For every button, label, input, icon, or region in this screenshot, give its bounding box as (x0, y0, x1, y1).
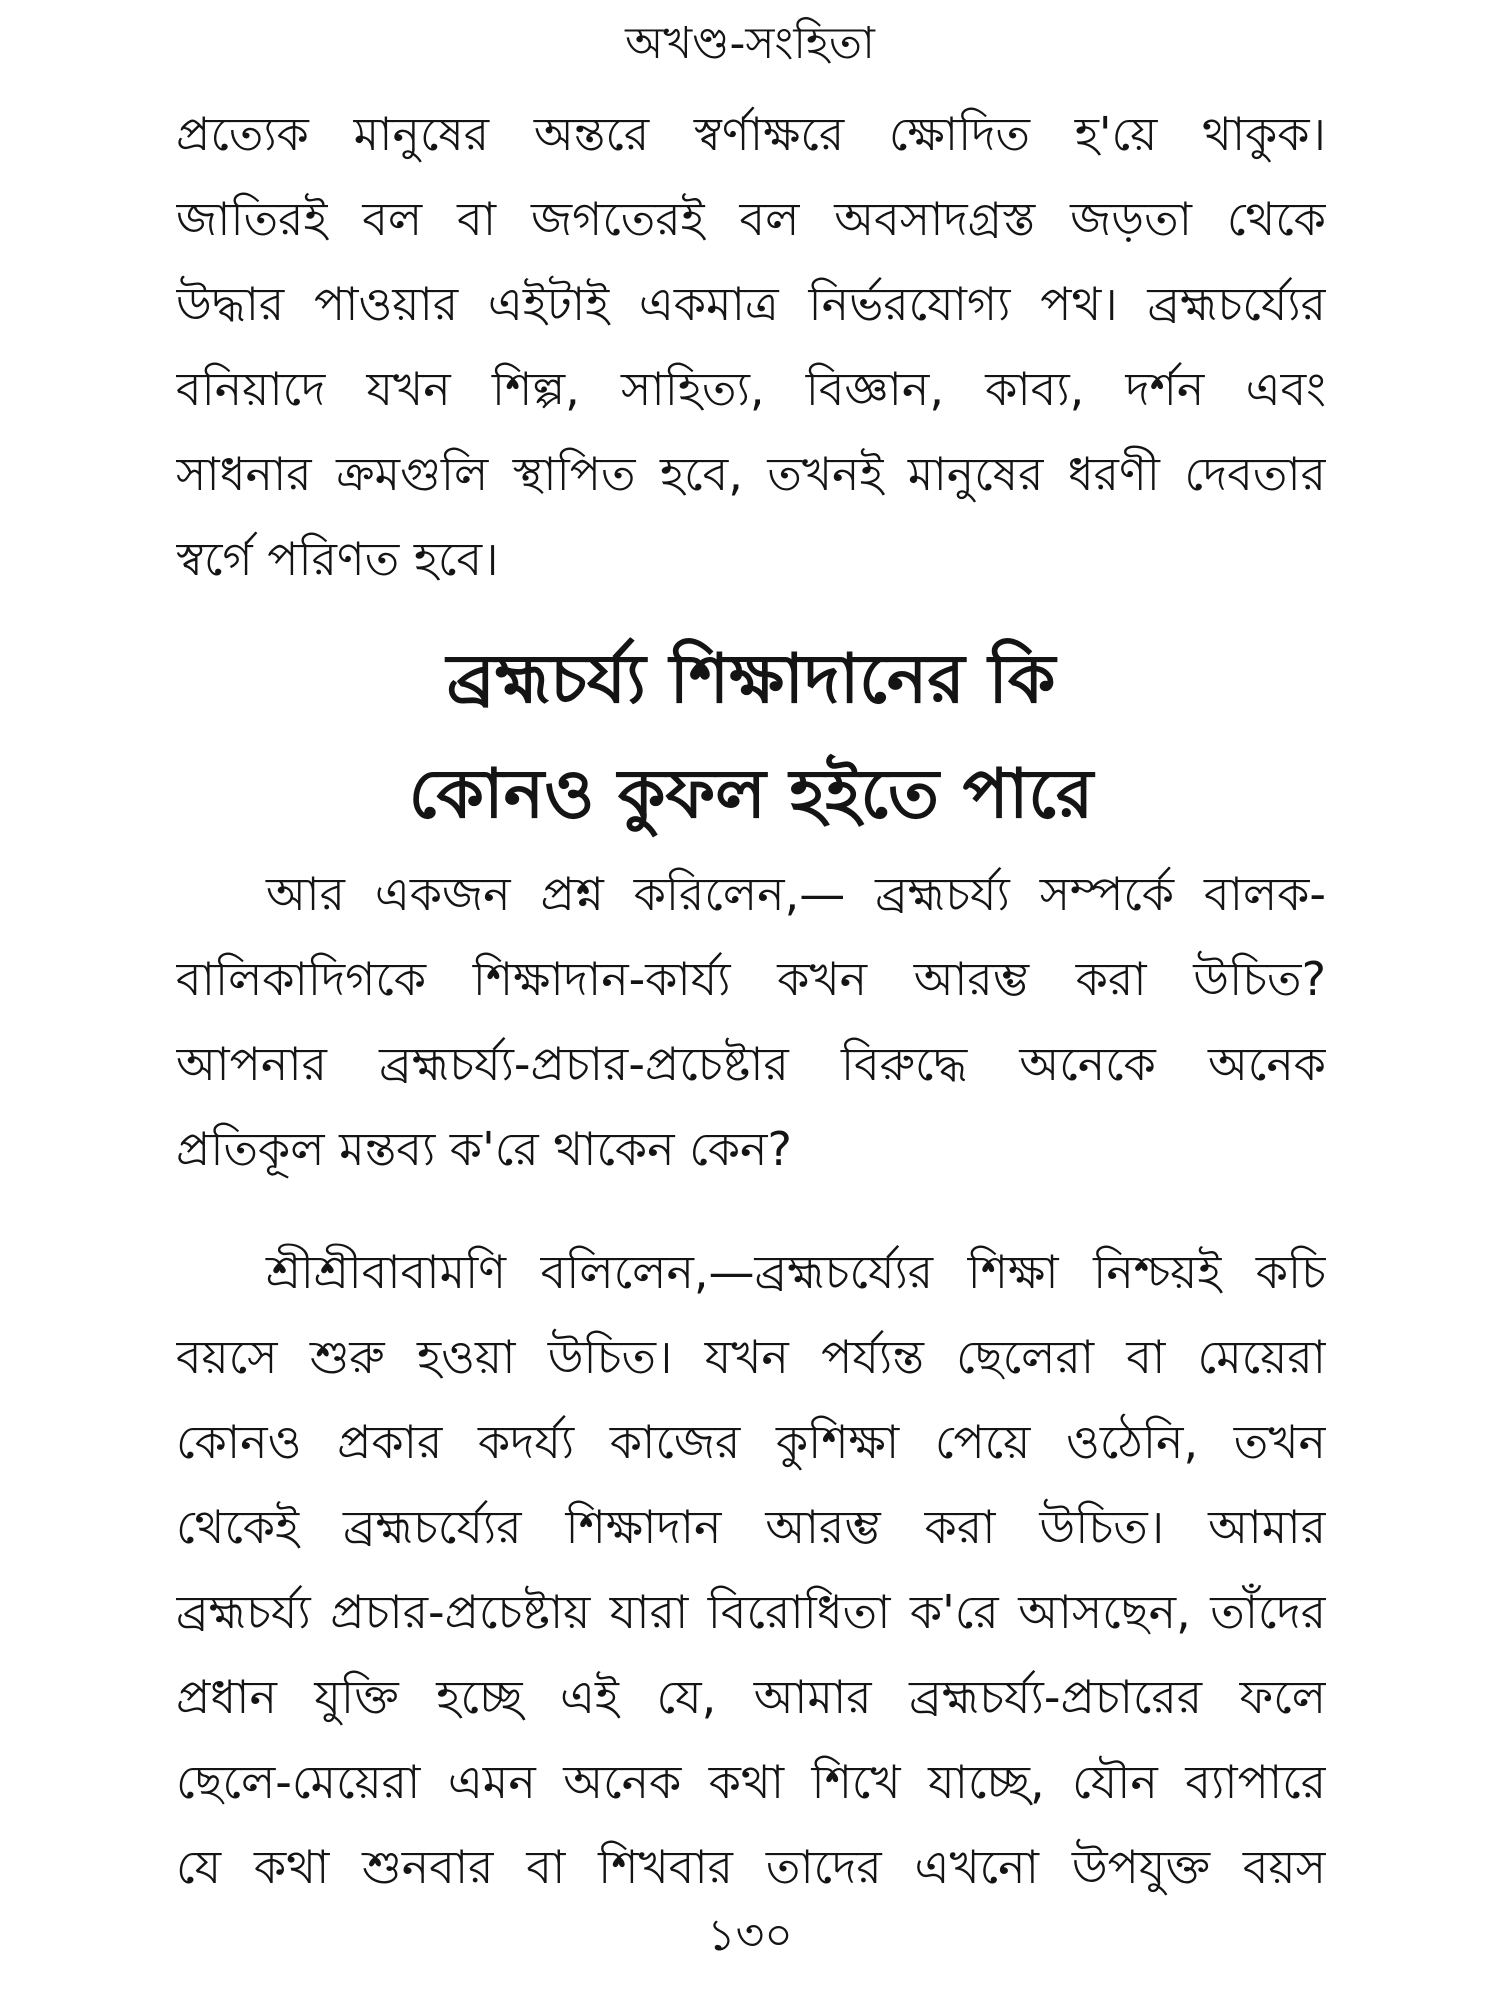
paragraph-continued (176, 92, 1326, 602)
paragraph-line: আপনার ব্রহ্মচর্য্য-প্রচার-প্রচেষ্টার বিরুদ্ধে অনেকে অনেক (176, 1037, 1326, 1091)
paragraph-line: বনিয়াদে যখন শিল্প, সাহিত্য, বিজ্ঞান, কাব্য, দর্শন এবং (176, 362, 1326, 416)
paragraph-line: আর একজন প্রশ্ন করিলেন,— ব্রহ্মচর্য্য সম্পর্কে বালক- (266, 867, 1326, 921)
paragraph-line: উদ্ধার পাওয়ার এইটাই একমাত্র নির্ভরযোগ্য পথ। ব্রহ্মচর্য্যের (176, 277, 1326, 331)
paragraph-line: বালিকাদিগকে শিক্ষাদান-কার্য্য কখন আরম্ভ করা উচিত? (176, 952, 1326, 1006)
paragraph-line: সাধনার ক্রমগুলি স্থাপিত হবে, তখনই মানুষের ধরণী দেবতার (176, 447, 1326, 501)
running-title: অখণ্ড-সংহিতা (625, 18, 875, 69)
section-heading (176, 622, 1326, 852)
paragraph-line: কোনও প্রকার কদর্য্য কাজের কুশিক্ষা পেয়ে ওঠেনি, তখন (176, 1415, 1326, 1469)
answer-paragraph (176, 1230, 1326, 1910)
paragraph-line: প্রধান যুক্তি হচ্ছে এই যে, আমার ব্রহ্মচর্য্য-প্রচারের ফলে (176, 1670, 1326, 1724)
paragraph-line: বয়সে শুরু হওয়া উচিত। যখন পর্য্যন্ত ছেলেরা বা মেয়েরা (176, 1330, 1326, 1384)
paragraph-line: যে কথা শুনবার বা শিখবার তাদের এখনো উপযুক্ত বয়স (176, 1840, 1326, 1894)
paragraph-line: জাতিরই বল বা জগতেরই বল অবসাদগ্রস্ত জড়তা থেকে (176, 192, 1326, 246)
paragraph-line: থেকেই ব্রহ্মচর্য্যের শিক্ষাদান আরম্ভ করা উচিত। আমার (176, 1500, 1326, 1554)
section-heading-line: ব্রহ্মচর্য্য শিক্ষাদানের কি (446, 640, 1056, 719)
paragraph-line: ব্রহ্মচর্য্য প্রচার-প্রচেষ্টায় যারা বিরোধিতা ক'রে আসছেন, তাঁদের (176, 1585, 1326, 1639)
paragraph-line: প্রতিকূল মন্তব্য ক'রে থাকেন কেন? (176, 1122, 792, 1176)
paragraph-line: প্রত্যেক মানুষের অন্তরে স্বর্ণাক্ষরে ক্ষোদিত হ'য়ে থাকুক। (176, 107, 1326, 161)
section-heading-line: কোনও কুফল হইতে পারে (408, 755, 1094, 834)
question-paragraph (176, 852, 1326, 1192)
paragraph-line: শ্রীশ্রীবাবামণি বলিলেন,—ব্রহ্মচর্য্যের শিক্ষা নিশ্চয়ই কচি (266, 1245, 1326, 1299)
paragraph-line: স্বর্গে পরিণত হবে। (176, 532, 499, 586)
paragraph-line: ছেলে-মেয়েরা এমন অনেক কথা শিখে যাচ্ছে, যৌন ব্যাপারে (176, 1755, 1326, 1809)
page-number: ১৩০ (707, 1910, 793, 1961)
